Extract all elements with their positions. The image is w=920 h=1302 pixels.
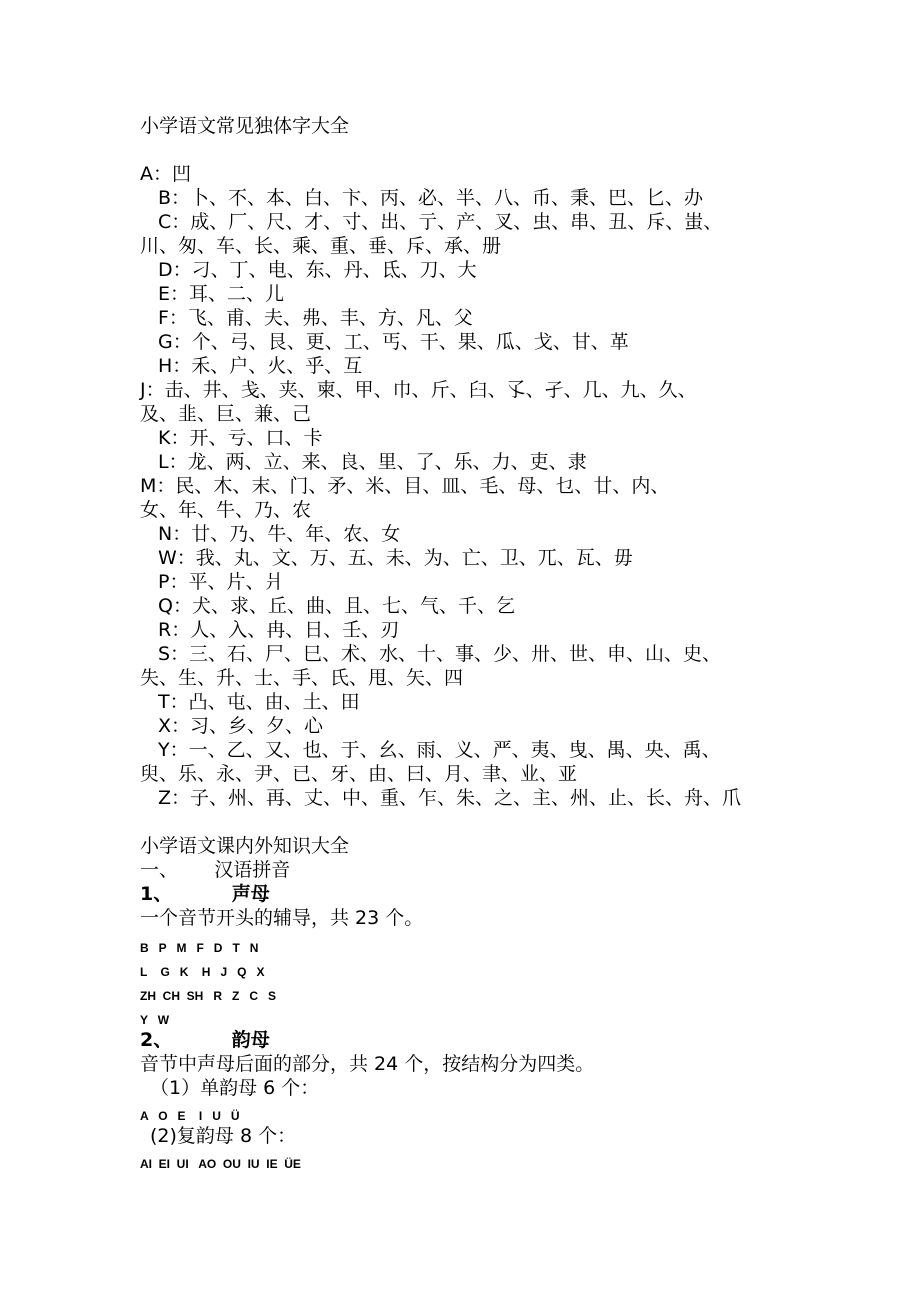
- row-a: A：凹: [140, 163, 191, 185]
- row-s: S：三、石、尸、巳、术、水、十、事、少、卅、世、申、山、史、: [158, 643, 722, 665]
- row-t: T：凸、屯、由、土、田: [158, 691, 360, 713]
- dan-yunmu-list: A O E I U Ü: [140, 1109, 240, 1123]
- row-m: M：民、木、末、门、矛、米、目、皿、毛、母、乜、廿、内、: [140, 475, 670, 497]
- heading-shengmu: 1、 声母: [140, 883, 270, 905]
- shengmu-row-4: Y W: [140, 1013, 170, 1027]
- page-title: 小学语文常见独体字大全: [140, 115, 350, 137]
- shengmu-row-3: ZH CH SH R Z C S: [140, 989, 277, 1003]
- row-f: F：飞、甫、夫、弗、丰、方、凡、父: [158, 307, 473, 329]
- row-b: B：卜、不、本、白、卞、丙、必、半、八、币、秉、巴、匕、办: [158, 187, 704, 209]
- row-x: X：习、乡、夕、心: [158, 715, 324, 737]
- row-y: Y：一、乙、又、也、于、幺、雨、义、严、夷、曳、禺、央、禹、: [158, 739, 721, 761]
- row-l: L：龙、两、立、来、良、里、了、乐、力、吏、隶: [158, 451, 587, 473]
- fu-yunmu-list: AI EI UI AO OU IU IE ÜE: [140, 1157, 301, 1171]
- dan-yunmu-heading: （1）单韵母 6 个：: [150, 1077, 320, 1099]
- row-j: J：击、井、戋、夹、柬、甲、巾、斤、臼、孓、孑、几、九、久、: [140, 379, 697, 401]
- row-p: P：平、片、爿: [158, 571, 284, 593]
- row-d: D：刁、丁、电、东、丹、氐、刀、大: [158, 259, 477, 281]
- heading-yunmu: 2、 韵母: [140, 1029, 270, 1051]
- row-e: E：耳、二、儿: [158, 283, 285, 305]
- row-k: K：开、亏、口、卡: [158, 427, 323, 449]
- yunmu-desc: 音节中声母后面的部分，共 24 个，按结构分为四类。: [140, 1053, 595, 1075]
- row-y-cont: 臾、乐、永、尹、已、牙、由、曰、月、聿、业、亚: [140, 763, 578, 785]
- row-r: R：人、入、冉、日、壬、刃: [158, 619, 400, 641]
- section2-title: 小学语文课内外知识大全: [140, 835, 350, 857]
- row-n: N：廿、乃、牛、年、农、女: [158, 523, 401, 545]
- fu-yunmu-heading: (2)复韵母 8 个：: [150, 1125, 297, 1147]
- row-m-cont: 女、年、牛、乃、农: [140, 499, 312, 521]
- row-s-cont: 失、生、升、士、手、氏、甩、矢、四: [140, 667, 464, 689]
- row-w: W：我、丸、文、万、五、未、为、亡、卫、兀、瓦、毋: [158, 547, 633, 569]
- heading-pinyin: 一、 汉语拼音: [140, 859, 291, 881]
- row-q: Q：犬、求、丘、曲、且、七、气、千、乞: [158, 595, 515, 617]
- shengmu-desc: 一个音节开头的辅导，共 23 个。: [140, 907, 424, 929]
- row-g: G：个、弓、艮、更、工、丐、干、果、瓜、戈、甘、革: [158, 331, 629, 353]
- shengmu-row-1: B P M F D T N: [140, 941, 259, 955]
- row-c: C：成、厂、尺、才、寸、出、亍、产、叉、虫、串、丑、斥、蚩、: [158, 211, 723, 233]
- row-j-cont: 及、韭、巨、兼、己: [140, 403, 312, 425]
- row-z: Z：子、州、再、丈、中、重、乍、朱、之、主、州、止、长、舟、爪: [158, 787, 742, 809]
- row-h: H：禾、户、火、乎、互: [158, 355, 363, 377]
- row-c-cont: 川、匆、车、长、乘、重、垂、斥、承、册: [140, 235, 502, 257]
- shengmu-row-2: L G K H J Q X: [140, 965, 265, 979]
